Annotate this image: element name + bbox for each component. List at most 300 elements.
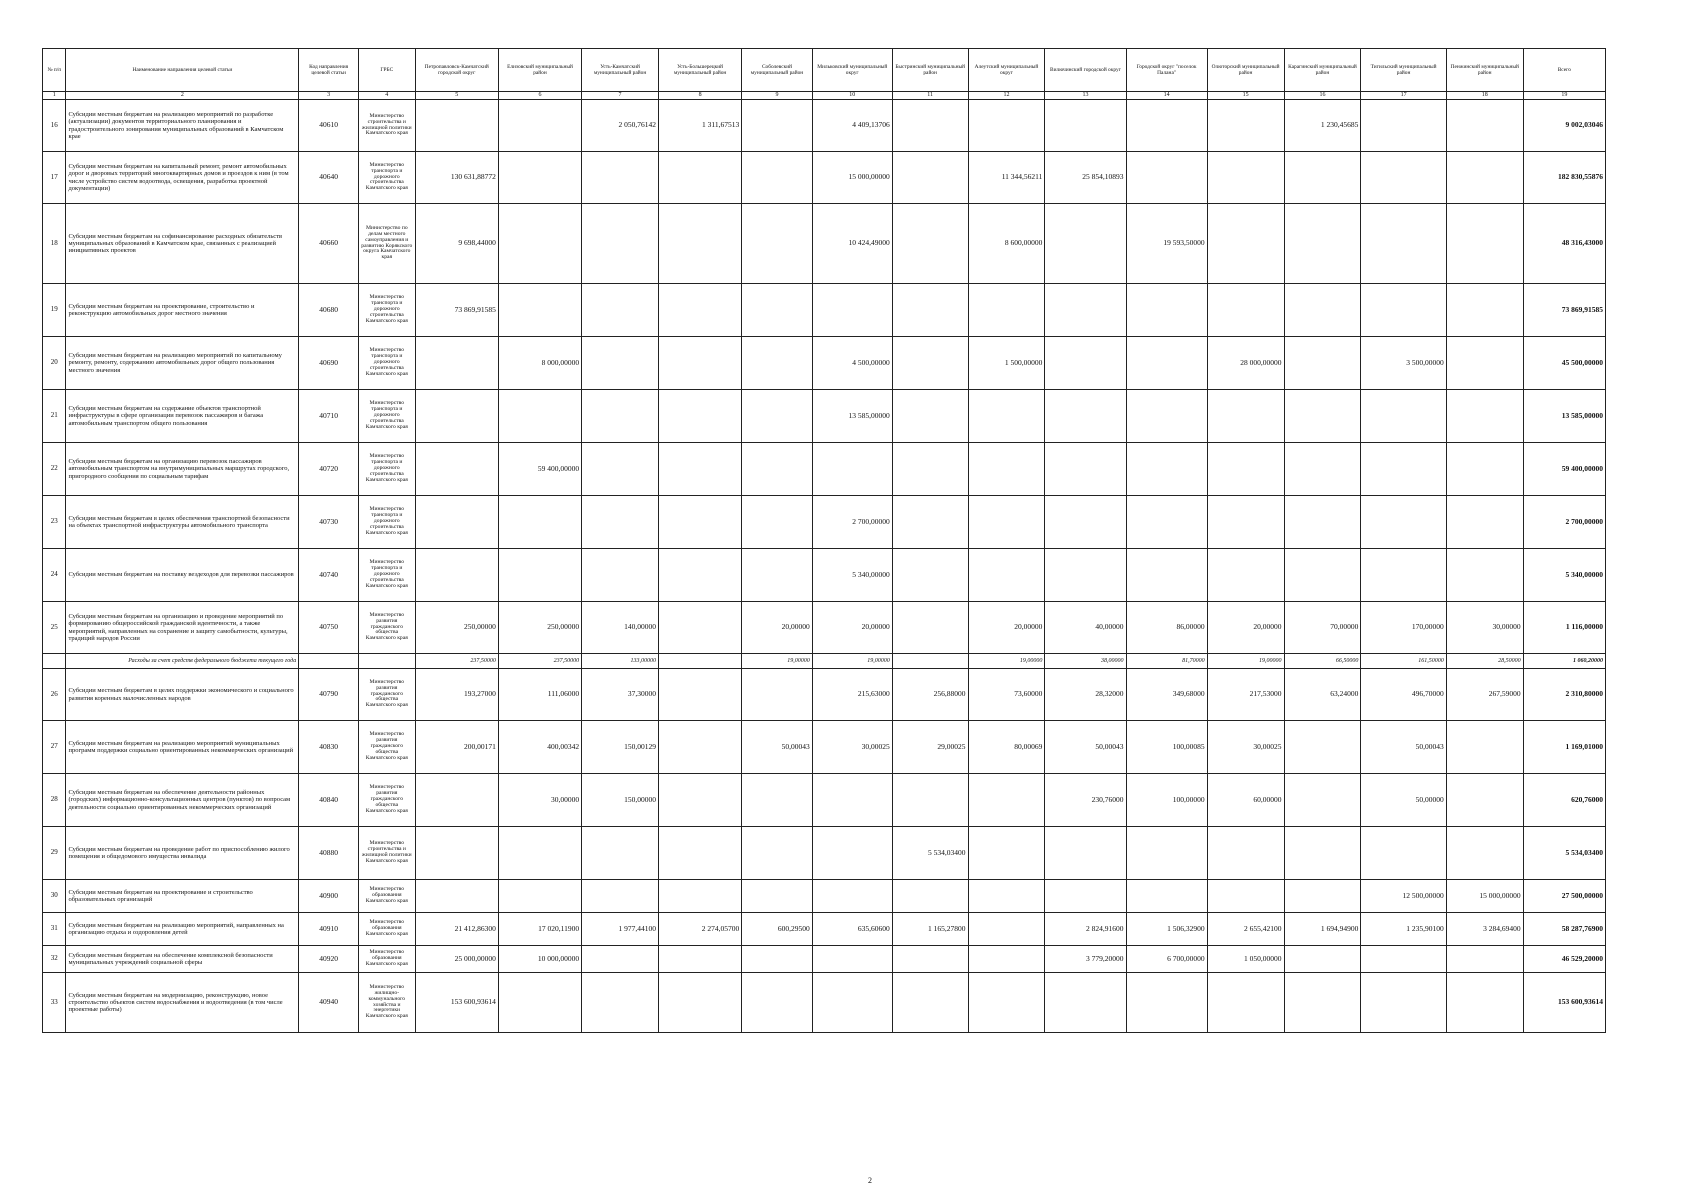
code-cell: 40710 [299,390,359,443]
value-cell [1361,443,1446,496]
value-cell [742,496,812,549]
column-number: 15 [1207,92,1284,100]
value-cell: 193,27000 [415,669,498,721]
value-cell [1446,204,1523,284]
value-cell [1045,204,1126,284]
grbs-cell: Министерство транспорта и дорожного строительства Камчатского края [359,549,416,602]
row-name-cell: Расходы за счет средств федерального бюджета текущего года [66,654,299,669]
value-cell [742,827,812,880]
value-cell [658,284,741,337]
column-header: Соболевский муниципальный район [742,49,812,92]
value-cell [582,284,659,337]
value-cell: 3 284,69400 [1446,913,1523,946]
value-cell [582,946,659,973]
value-cell [742,390,812,443]
value-cell: 38,00000 [1045,654,1126,669]
row-number-cell: 30 [43,880,66,913]
table-row [43,152,1606,204]
value-cell [1446,549,1523,602]
code-cell: 40840 [299,774,359,827]
value-cell: 1 050,00000 [1207,946,1284,973]
total-cell: 182 830,55876 [1523,152,1605,204]
row-number-cell: 21 [43,390,66,443]
table-row [43,284,1606,337]
value-cell [415,549,498,602]
column-number: 6 [498,92,581,100]
value-cell: 81,70000 [1126,654,1207,669]
value-cell [892,443,968,496]
value-cell [1207,443,1284,496]
value-cell: 59 400,00000 [498,443,581,496]
value-cell [1126,549,1207,602]
value-cell [415,390,498,443]
value-cell [1207,152,1284,204]
value-cell [1126,152,1207,204]
value-cell [1126,496,1207,549]
column-header: Олюторский муниципальный район [1207,49,1284,92]
grbs-cell: Министерство развития гражданского общества Камчатского края [359,721,416,774]
value-cell [892,602,968,654]
row-number-cell [43,654,66,669]
value-cell: 2 824,91600 [1045,913,1126,946]
row-name-cell: Субсидии местным бюджетам на софинансирование расходных обязательств муниципальных образований в Камчатском крае, связанных с реализацией инициативных проектов [66,204,299,284]
value-cell [498,390,581,443]
grbs-cell: Министерство транспорта и дорожного строительства Камчатского края [359,284,416,337]
row-name-cell: Субсидии местным бюджетам на проектирование, строительство и реконструкцию автомобильных дорог местного значения [66,284,299,337]
value-cell [1045,443,1126,496]
value-cell: 73,60000 [968,669,1045,721]
value-cell: 2 274,05700 [658,913,741,946]
value-cell: 50,00043 [1045,721,1126,774]
value-cell: 130 631,88772 [415,152,498,204]
row-number-cell: 18 [43,204,66,284]
value-cell [1207,390,1284,443]
row-number-cell: 27 [43,721,66,774]
row-name-cell: Субсидии местным бюджетам на обеспечение деятельности районных (городских) информационно-консультационных центров (пунктов) по вопросам деятельности социально ориентированных некоммерческих организаций [66,774,299,827]
value-cell: 100,00085 [1126,721,1207,774]
row-number-cell: 25 [43,602,66,654]
total-cell: 45 500,00000 [1523,337,1605,390]
column-number: 19 [1523,92,1605,100]
column-header: Карагинский муниципальный район [1284,49,1361,92]
value-cell [498,880,581,913]
table-row [43,602,1606,654]
value-cell [1361,973,1446,1033]
value-cell [1045,100,1126,152]
total-cell: 2 310,80000 [1523,669,1605,721]
value-cell: 140,00000 [582,602,659,654]
value-cell [1446,946,1523,973]
value-cell [1207,827,1284,880]
value-cell [1446,496,1523,549]
value-cell [892,549,968,602]
value-cell [1126,973,1207,1033]
value-cell [415,827,498,880]
value-cell: 3 500,00000 [1361,337,1446,390]
value-cell [968,549,1045,602]
value-cell: 237,50000 [498,654,581,669]
column-number: 9 [742,92,812,100]
value-cell [742,337,812,390]
value-cell: 1 977,44100 [582,913,659,946]
row-number-cell: 28 [43,774,66,827]
row-number-cell: 32 [43,946,66,973]
column-number: 14 [1126,92,1207,100]
budget-table-sheet [42,48,1606,1130]
value-cell: 250,00000 [498,602,581,654]
value-cell [1126,100,1207,152]
value-cell: 66,50000 [1284,654,1361,669]
value-cell: 2 700,00000 [812,496,892,549]
value-cell [968,496,1045,549]
value-cell [968,774,1045,827]
value-cell: 20,00000 [742,602,812,654]
row-name-cell: Субсидии местным бюджетам на реализацию мероприятий, направленных на организацию отдыха и оздоровления детей [66,913,299,946]
column-header: Усть-Большерецкий муниципальный район [658,49,741,92]
value-cell [498,100,581,152]
value-cell [742,443,812,496]
value-cell [658,827,741,880]
value-cell: 30,00025 [1207,721,1284,774]
value-cell: 215,63000 [812,669,892,721]
code-cell: 40690 [299,337,359,390]
value-cell: 217,53000 [1207,669,1284,721]
value-cell [658,204,741,284]
value-cell: 150,00000 [582,774,659,827]
value-cell: 21 412,86300 [415,913,498,946]
value-cell [1126,443,1207,496]
value-cell [1446,390,1523,443]
value-cell: 200,00171 [415,721,498,774]
value-cell: 111,06000 [498,669,581,721]
value-cell [1284,152,1361,204]
column-header: № п/п [43,49,66,92]
value-cell: 5 340,00000 [812,549,892,602]
value-cell: 20,00000 [968,602,1045,654]
column-number: 4 [359,92,416,100]
code-cell: 40910 [299,913,359,946]
value-cell [1284,946,1361,973]
value-cell [1126,880,1207,913]
row-name-cell: Субсидии местным бюджетам на организацию и проведение мероприятий по формированию общероссийской гражданской идентичности, а также мероприятий, направленных на сохранение и защиту самобытности, культуры, традиций народов России [66,602,299,654]
value-cell [1045,973,1126,1033]
value-cell [892,100,968,152]
value-cell [1361,204,1446,284]
row-name-cell: Субсидии местным бюджетам на поставку вездеходов для перевозки пассажиров [66,549,299,602]
row-number-cell: 31 [43,913,66,946]
value-cell: 30,00025 [812,721,892,774]
value-cell [812,443,892,496]
value-cell [1361,549,1446,602]
value-cell: 8 000,00000 [498,337,581,390]
value-cell [1284,496,1361,549]
value-cell [1446,774,1523,827]
value-cell: 6 700,00000 [1126,946,1207,973]
value-cell [742,973,812,1033]
page-number: 2 [868,1176,872,1185]
column-header: Алеутский муниципальный округ [968,49,1045,92]
grbs-cell: Министерство строительства и жилищной политики Камчатского края [359,827,416,880]
value-cell [1207,496,1284,549]
code-cell: 40680 [299,284,359,337]
value-cell [892,152,968,204]
value-cell [498,827,581,880]
value-cell [658,946,741,973]
value-cell: 8 600,00000 [968,204,1045,284]
value-cell: 25 000,00000 [415,946,498,973]
value-cell: 50,00043 [1361,721,1446,774]
value-cell [892,774,968,827]
value-cell [1207,204,1284,284]
value-cell [968,827,1045,880]
value-cell [742,774,812,827]
grbs-cell [359,654,416,669]
value-cell: 25 854,10893 [1045,152,1126,204]
row-number-cell: 22 [43,443,66,496]
column-number: 1 [43,92,66,100]
value-cell: 15 000,00000 [1446,880,1523,913]
value-cell: 50,00000 [1361,774,1446,827]
code-cell: 40730 [299,496,359,549]
value-cell [1446,337,1523,390]
row-name-cell: Субсидии местным бюджетам на реализацию мероприятий муниципальных программ поддержки социально ориентированных некоммерческих организаций [66,721,299,774]
table-row [43,774,1606,827]
code-cell: 40920 [299,946,359,973]
value-cell [498,973,581,1033]
value-cell [582,152,659,204]
value-cell [742,669,812,721]
value-cell [742,549,812,602]
value-cell [1361,390,1446,443]
column-header: Мильковский муниципальный округ [812,49,892,92]
grbs-cell: Министерство развития гражданского общества Камчатского края [359,774,416,827]
value-cell [582,204,659,284]
value-cell: 37,30000 [582,669,659,721]
value-cell [498,549,581,602]
value-cell [498,496,581,549]
row-name-cell: Субсидии местным бюджетам на реализацию мероприятий по капитальному ремонту, ремонту, содержанию автомобильных дорог общего пользования местного значения [66,337,299,390]
value-cell [812,284,892,337]
value-cell: 4 409,13706 [812,100,892,152]
grbs-cell: Министерство транспорта и дорожного строительства Камчатского края [359,443,416,496]
value-cell [658,496,741,549]
value-cell [1284,774,1361,827]
value-cell [658,774,741,827]
total-cell: 1 169,01000 [1523,721,1605,774]
budget-subsidies-table [42,48,1606,1033]
value-cell [742,152,812,204]
value-cell [415,496,498,549]
value-cell [1045,284,1126,337]
value-cell [968,880,1045,913]
row-name-cell: Субсидии местным бюджетам на капитальный ремонт, ремонт автомобильных дорог и дворовых территорий многоквартирных домов и проездов к ним (в том числе устройство систем водоотвода, освещения, разработка проектной документации) [66,152,299,204]
total-cell: 1 060,20000 [1523,654,1605,669]
total-cell: 73 869,91585 [1523,284,1605,337]
value-cell [892,337,968,390]
row-name-cell: Субсидии местным бюджетам на проектирование и строительство образовательных организаций [66,880,299,913]
value-cell [415,880,498,913]
column-number: 18 [1446,92,1523,100]
value-cell [1446,721,1523,774]
value-cell [892,654,968,669]
value-cell: 133,00000 [582,654,659,669]
value-cell [742,946,812,973]
value-cell [1284,390,1361,443]
column-number: 17 [1361,92,1446,100]
value-cell [1361,827,1446,880]
value-cell [1284,827,1361,880]
value-cell: 250,00000 [415,602,498,654]
value-cell [892,973,968,1033]
column-header: Наименование направления целевой статьи [66,49,299,92]
value-cell [1446,100,1523,152]
value-cell: 256,88000 [892,669,968,721]
total-cell: 59 400,00000 [1523,443,1605,496]
value-cell: 20,00000 [812,602,892,654]
value-cell [1446,973,1523,1033]
row-number-cell: 24 [43,549,66,602]
value-cell [1284,443,1361,496]
value-cell [582,549,659,602]
value-cell [892,880,968,913]
total-cell: 620,76000 [1523,774,1605,827]
grbs-cell: Министерство жилищно-коммунального хозяйства и энергетики Камчатского края [359,973,416,1033]
value-cell [968,284,1045,337]
row-number-cell: 20 [43,337,66,390]
row-number-cell: 17 [43,152,66,204]
value-cell: 237,50000 [415,654,498,669]
column-number: 8 [658,92,741,100]
value-cell: 349,68000 [1126,669,1207,721]
value-cell [1126,827,1207,880]
value-cell [1284,337,1361,390]
total-cell: 5 340,00000 [1523,549,1605,602]
row-number-cell: 23 [43,496,66,549]
value-cell: 1 311,67513 [658,100,741,152]
value-cell [1207,973,1284,1033]
value-cell: 11 344,56211 [968,152,1045,204]
value-cell [1126,337,1207,390]
column-number-row [43,92,1606,100]
value-cell [1045,337,1126,390]
value-cell [1446,443,1523,496]
value-cell [1207,549,1284,602]
code-cell: 40830 [299,721,359,774]
column-header: Городской округ "поселок Палана" [1126,49,1207,92]
value-cell [968,390,1045,443]
value-cell [812,946,892,973]
federal-budget-row [43,654,1606,669]
value-cell [582,973,659,1033]
value-cell [658,152,741,204]
value-cell [415,774,498,827]
value-cell: 400,00342 [498,721,581,774]
row-name-cell: Субсидии местным бюджетам в целях обеспечения транспортной безопасности на объектах транспортной инфраструктуры автомобильного транспорта [66,496,299,549]
value-cell [1045,827,1126,880]
column-number: 13 [1045,92,1126,100]
table-row [43,913,1606,946]
value-cell [582,496,659,549]
value-cell: 100,00000 [1126,774,1207,827]
header-row [43,49,1606,92]
value-cell [658,880,741,913]
value-cell: 1 506,32900 [1126,913,1207,946]
column-header: Быстринский муниципальный район [892,49,968,92]
value-cell: 13 585,00000 [812,390,892,443]
code-cell [299,654,359,669]
value-cell: 70,00000 [1284,602,1361,654]
value-cell [812,774,892,827]
value-cell: 19,00000 [742,654,812,669]
total-cell: 9 002,03046 [1523,100,1605,152]
value-cell [968,100,1045,152]
value-cell: 73 869,91585 [415,284,498,337]
grbs-cell: Министерство по делам местного самоуправления и развитию Корякского округа Камчатского края [359,204,416,284]
value-cell: 1 235,90100 [1361,913,1446,946]
table-row [43,204,1606,284]
value-cell [582,390,659,443]
code-cell: 40660 [299,204,359,284]
column-number: 12 [968,92,1045,100]
table-row [43,973,1606,1033]
value-cell [658,602,741,654]
grbs-cell: Министерство развития гражданского общества Камчатского края [359,669,416,721]
value-cell [1126,284,1207,337]
table-row [43,443,1606,496]
value-cell: 2 655,42100 [1207,913,1284,946]
value-cell [1207,284,1284,337]
row-name-cell: Субсидии местным бюджетам на организацию перевозок пассажиров автомобильным транспортом на внутримуниципальных маршрутах городского, пригородного сообщения по социальным тарифам [66,443,299,496]
value-cell [892,390,968,443]
value-cell: 29,00025 [892,721,968,774]
value-cell [1361,284,1446,337]
value-cell: 230,76000 [1045,774,1126,827]
row-name-cell: Субсидии местным бюджетам в целях поддержки экономического и социального развития коренных малочисленных народов [66,669,299,721]
value-cell [498,152,581,204]
value-cell [1045,390,1126,443]
value-cell [742,204,812,284]
table-row [43,721,1606,774]
grbs-cell: Министерство транспорта и дорожного строительства Камчатского края [359,337,416,390]
column-number: 16 [1284,92,1361,100]
value-cell: 15 000,00000 [812,152,892,204]
column-header: Елизовский муниципальный район [498,49,581,92]
code-cell: 40900 [299,880,359,913]
value-cell: 600,29500 [742,913,812,946]
grbs-cell: Министерство транспорта и дорожного строительства Камчатского края [359,496,416,549]
grbs-cell: Министерство образования Камчатского края [359,913,416,946]
column-header: Вилючинский городской округ [1045,49,1126,92]
value-cell: 86,00000 [1126,602,1207,654]
column-header: ГРБС [359,49,416,92]
value-cell: 12 500,00000 [1361,880,1446,913]
column-header: Петропавловск-Камчатский городской округ [415,49,498,92]
value-cell: 635,60600 [812,913,892,946]
value-cell [582,827,659,880]
value-cell: 150,00129 [582,721,659,774]
grbs-cell: Министерство образования Камчатского края [359,880,416,913]
value-cell [498,204,581,284]
row-name-cell: Субсидии местным бюджетам на проведение работ по приспособлению жилого помещения и общедомового имущества инвалида [66,827,299,880]
value-cell [1446,152,1523,204]
value-cell [415,100,498,152]
value-cell: 30,00000 [498,774,581,827]
value-cell [658,721,741,774]
column-number: 11 [892,92,968,100]
total-cell: 48 316,43000 [1523,204,1605,284]
value-cell [582,443,659,496]
value-cell [812,973,892,1033]
